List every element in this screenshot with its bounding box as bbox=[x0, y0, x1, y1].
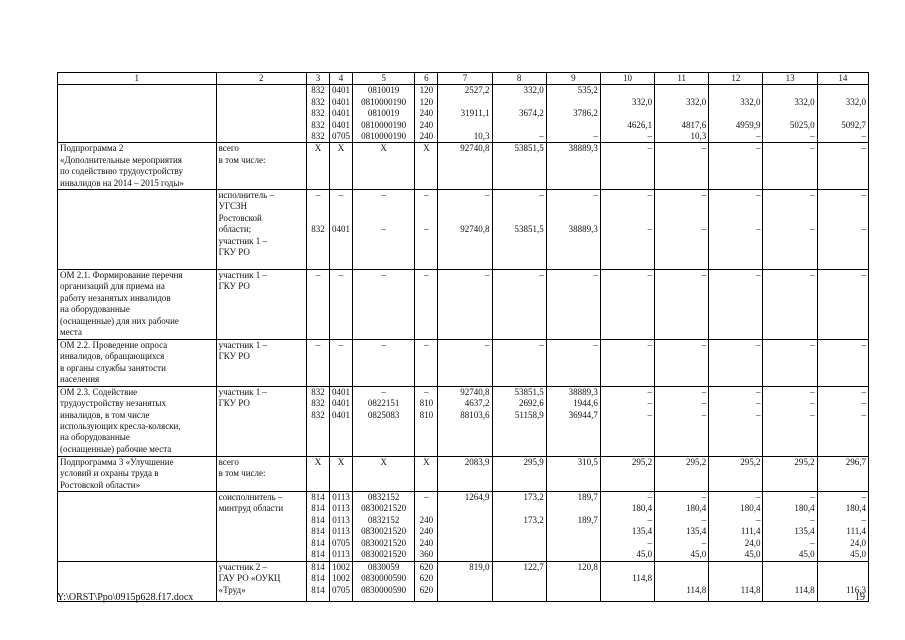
column-number-row bbox=[58, 73, 869, 85]
table-cell: – 180,4 – 111,4 24,0 45,0 bbox=[709, 491, 763, 561]
table-cell: 173,2 173,2 bbox=[492, 491, 546, 561]
table-cell: 832 832 832 bbox=[306, 386, 329, 456]
column-number: 10 bbox=[600, 73, 654, 85]
table-cell: 92740,8 bbox=[438, 143, 492, 190]
table-cell: – bbox=[763, 340, 817, 387]
table-cell: – bbox=[492, 270, 546, 340]
table-cell: 819,0 bbox=[438, 561, 492, 601]
table-cell: 620 620 620 bbox=[415, 561, 438, 601]
table-cell: 38889,3 1944,6 36944,7 bbox=[546, 386, 600, 456]
column-number: 12 bbox=[709, 73, 763, 85]
table-cell: 92740,8 4637,2 88103,6 bbox=[438, 386, 492, 456]
table-row bbox=[58, 270, 869, 340]
table-cell: – bbox=[655, 270, 709, 340]
table-cell: 114,8 bbox=[655, 561, 709, 601]
table-row bbox=[58, 456, 869, 491]
table-cell: – bbox=[353, 340, 415, 387]
table-cell: – bbox=[817, 340, 868, 387]
table-cell: – – bbox=[415, 190, 438, 270]
table-cell: 295,2 bbox=[600, 456, 654, 491]
table-cell: – bbox=[600, 270, 654, 340]
table-cell: X bbox=[353, 456, 415, 491]
budget-table bbox=[57, 72, 869, 602]
table-cell: X bbox=[329, 456, 352, 491]
table-cell: исполнитель – УГСЗН Ростовской области; участник 1 – ГКУ РО bbox=[216, 190, 306, 270]
table-cell: 2527,2 31911,1 10,3 bbox=[438, 85, 492, 143]
table-cell bbox=[58, 190, 217, 270]
column-number: 4 bbox=[329, 73, 352, 85]
table-cell: Подпрограмма 3 «Улучшение условий и охраны труда в Ростовской области» bbox=[58, 456, 217, 491]
table-cell: – bbox=[329, 270, 352, 340]
table-cell: – bbox=[492, 340, 546, 387]
table-cell: – 180,4 – 135,4 – 45,0 bbox=[655, 491, 709, 561]
table-cell: – 180,4 – 135,4 – 45,0 bbox=[763, 491, 817, 561]
table-cell: X bbox=[353, 143, 415, 190]
table-cell: соисполнитель – минтруд области bbox=[216, 491, 306, 561]
table-cell: 189,7 189,7 bbox=[546, 491, 600, 561]
table-cell: ОМ 2.3. Содействие трудоустройству незанятых инвалидов, в том числе использующих кресла-коляски, на оборудованные (оснащенные) рабочие места bbox=[58, 386, 217, 456]
table-cell: участник 2 – ГАУ РО «ОУКЦ «Труд» bbox=[216, 561, 306, 601]
table-cell: – 832 bbox=[306, 190, 329, 270]
table-row bbox=[58, 386, 869, 456]
column-number: 8 bbox=[492, 73, 546, 85]
table-cell: 0401 0401 0401 0401 0705 bbox=[329, 85, 352, 143]
table-cell: 296,7 bbox=[817, 456, 868, 491]
table-cell: X bbox=[306, 456, 329, 491]
table-cell: 295,2 bbox=[709, 456, 763, 491]
table-cell: – 53851,5 bbox=[492, 190, 546, 270]
table-cell: участник 1 – ГКУ РО bbox=[216, 386, 306, 456]
table-cell: 295,2 bbox=[655, 456, 709, 491]
table-cell: ОМ 2.1. Формирование перечня организаций для приема на работу незанятых инвалидов на оборудованные (оснащенные) для них рабочие места bbox=[58, 270, 217, 340]
footer-file-path: Y:\ORST\Ppo\0915p628.f17.docx bbox=[57, 592, 194, 603]
table-cell: 814 814 814 814 814 814 bbox=[306, 491, 329, 561]
table-cell: 295,2 bbox=[763, 456, 817, 491]
table-row bbox=[58, 143, 869, 190]
table-cell: – – bbox=[817, 190, 868, 270]
table-cell: Подпрограмма 2 «Дополнительные мероприятия по содействию трудоустройству инвалидов на 2014 – 2015 годы» bbox=[58, 143, 217, 190]
table-cell: – bbox=[817, 270, 868, 340]
table-cell: 0113 0113 0113 0113 0705 0113 bbox=[329, 491, 352, 561]
table-cell: 0401 0401 0401 bbox=[329, 386, 352, 456]
table-cell: всего в том числе: bbox=[216, 143, 306, 190]
table-cell: 0810019 0810000190 0810019 0810000190 0810000190 bbox=[353, 85, 415, 143]
table-cell: – bbox=[763, 143, 817, 190]
column-number: 13 bbox=[763, 73, 817, 85]
table-cell: – bbox=[546, 270, 600, 340]
table-cell: – – – bbox=[655, 386, 709, 456]
table-cell: участник 1 – ГКУ РО bbox=[216, 270, 306, 340]
table-row bbox=[58, 340, 869, 387]
table-cell: 122,7 bbox=[492, 561, 546, 601]
column-number: 1 bbox=[58, 73, 217, 85]
table-cell: 2083,9 bbox=[438, 456, 492, 491]
column-number: 7 bbox=[438, 73, 492, 85]
table-body bbox=[58, 85, 869, 602]
table-cell: – 180,4 – 135,4 – 45,0 bbox=[600, 491, 654, 561]
table-cell: 295,9 bbox=[492, 456, 546, 491]
table-cell: – – bbox=[709, 190, 763, 270]
table-cell: – bbox=[709, 340, 763, 387]
table-cell bbox=[58, 491, 217, 561]
table-cell: – bbox=[306, 340, 329, 387]
table-cell: – bbox=[546, 340, 600, 387]
table-cell: 53851,5 bbox=[492, 143, 546, 190]
table-cell: 114,8 bbox=[709, 561, 763, 601]
table-cell: – – bbox=[353, 190, 415, 270]
column-number: 14 bbox=[817, 73, 868, 85]
table-cell: 814 814 814 bbox=[306, 561, 329, 601]
table-cell: – – – bbox=[817, 386, 868, 456]
table-cell: – bbox=[600, 143, 654, 190]
table-cell: – – bbox=[600, 190, 654, 270]
column-number: 6 bbox=[415, 73, 438, 85]
table-cell bbox=[216, 85, 306, 143]
table-cell: 120 120 240 240 240 bbox=[415, 85, 438, 143]
table-cell: – bbox=[655, 143, 709, 190]
table-cell: 832 832 832 832 832 bbox=[306, 85, 329, 143]
table-cell: X bbox=[415, 456, 438, 491]
table-cell: – 180,4 – 111,4 24,0 45,0 bbox=[817, 491, 868, 561]
table-cell: X bbox=[306, 143, 329, 190]
table-cell: 310,5 bbox=[546, 456, 600, 491]
table-cell: – – – bbox=[600, 386, 654, 456]
table-cell: – – – bbox=[709, 386, 763, 456]
table-cell: участник 1 – ГКУ РО bbox=[216, 340, 306, 387]
table-cell: X bbox=[329, 143, 352, 190]
table-cell: – – bbox=[763, 190, 817, 270]
table-cell: – 240 240 240 360 bbox=[415, 491, 438, 561]
column-number: 9 bbox=[546, 73, 600, 85]
table-cell: – bbox=[415, 340, 438, 387]
table-cell: 0832152 0830021520 0832152 0830021520 0830021520 0830021520 bbox=[353, 491, 415, 561]
table-cell: 332,0 4626,1 – bbox=[600, 85, 654, 143]
table-cell: 1002 1002 0705 bbox=[329, 561, 352, 601]
table-cell: 332,0 4817,6 10,3 bbox=[655, 85, 709, 143]
table-cell: – bbox=[438, 340, 492, 387]
table-cell: 53851,5 2692,6 51158,9 bbox=[492, 386, 546, 456]
table-cell: – – – bbox=[763, 386, 817, 456]
table-cell: X bbox=[415, 143, 438, 190]
table-cell: – 810 810 bbox=[415, 386, 438, 456]
table-cell: 116,3 bbox=[817, 561, 868, 601]
table-cell bbox=[58, 85, 217, 143]
table-cell: – 92740,8 bbox=[438, 190, 492, 270]
table-cell: – bbox=[817, 143, 868, 190]
table-cell: – 38889,3 bbox=[546, 190, 600, 270]
table-cell: 535,2 3786,2 – bbox=[546, 85, 600, 143]
table-cell: 120,8 bbox=[546, 561, 600, 601]
table-cell: 0830059 0830000590 0830000590 bbox=[353, 561, 415, 601]
table-cell: 332,0 3674,2 – bbox=[492, 85, 546, 143]
table-cell: 332,0 5025,0 – bbox=[763, 85, 817, 143]
table-cell: – bbox=[353, 270, 415, 340]
table-cell: – bbox=[415, 270, 438, 340]
table-cell: – – bbox=[655, 190, 709, 270]
table-row bbox=[58, 190, 869, 270]
table-cell: – bbox=[306, 270, 329, 340]
column-number: 3 bbox=[306, 73, 329, 85]
table-cell: – 0822151 0825083 bbox=[353, 386, 415, 456]
table-cell: – bbox=[329, 340, 352, 387]
table-cell: – bbox=[709, 143, 763, 190]
table-row bbox=[58, 85, 869, 143]
column-number: 11 bbox=[655, 73, 709, 85]
table-cell: – bbox=[709, 270, 763, 340]
table-cell: – bbox=[763, 270, 817, 340]
table-cell: – bbox=[438, 270, 492, 340]
table-cell: всего в том числе: bbox=[216, 456, 306, 491]
table-cell: 114,8 bbox=[763, 561, 817, 601]
table-cell: 38889,3 bbox=[546, 143, 600, 190]
table-cell: 1264,9 bbox=[438, 491, 492, 561]
table-row bbox=[58, 491, 869, 561]
table-cell: 114,8 bbox=[600, 561, 654, 601]
table-cell: 332,0 5092,7 – bbox=[817, 85, 868, 143]
column-number: 2 bbox=[216, 73, 306, 85]
column-number: 5 bbox=[353, 73, 415, 85]
table-cell: – 0401 bbox=[329, 190, 352, 270]
table-cell: – bbox=[600, 340, 654, 387]
table-cell: ОМ 2.2. Проведение опроса инвалидов, обращающихся в органы службы занятости населения bbox=[58, 340, 217, 387]
footer-page-number: 19 bbox=[855, 592, 865, 603]
table-cell: 332,0 4959,9 – bbox=[709, 85, 763, 143]
table-cell: – bbox=[655, 340, 709, 387]
